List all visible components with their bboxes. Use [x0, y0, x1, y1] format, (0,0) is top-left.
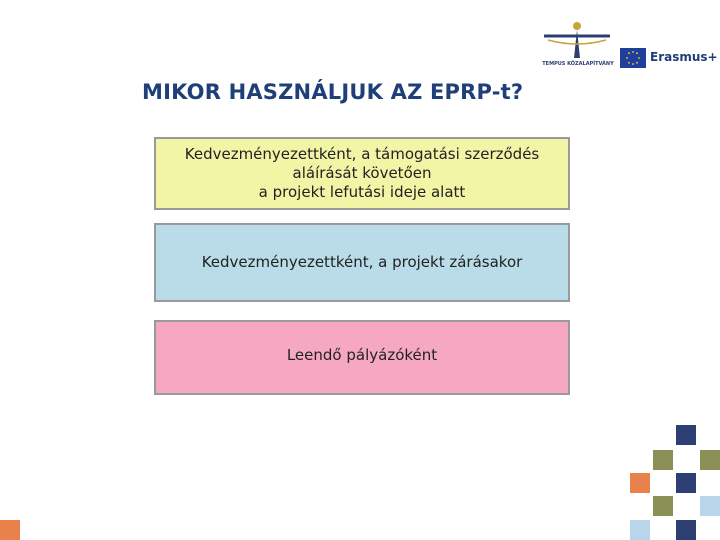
tempus-logo-text: TEMPUS KÖZALAPÍTVÁNY [542, 61, 614, 67]
usage-box-project-closure [154, 223, 570, 302]
decor-square [630, 520, 650, 540]
decor-square [630, 473, 650, 493]
decor-square [700, 496, 720, 516]
usage-box-text: Kedvezményezettként, a támogatási szerződés aláírását követően a projekt lefutási ideje alatt [184, 145, 540, 201]
usage-box-text: Leendő pályázóként [286, 346, 438, 364]
decor-square [0, 520, 20, 540]
decor-square [676, 425, 696, 445]
decor-square [676, 520, 696, 540]
usage-box-text: Kedvezményezettként, a projekt zárásakor [201, 253, 523, 271]
usage-box-during-project [154, 137, 570, 210]
usage-box-future-applicant [154, 320, 570, 395]
erasmus-logo-text: Erasmus+ [650, 50, 718, 64]
decor-square [653, 496, 673, 516]
decor-square [653, 450, 673, 470]
decor-square [676, 473, 696, 493]
erasmus-plus-logo [620, 46, 718, 70]
decor-square [700, 450, 720, 470]
eu-flag-icon [620, 48, 646, 68]
tempus-kozalapitvany-logo [538, 18, 616, 70]
slide-title: MIKOR HASZNÁLJUK AZ EPRP-t? [142, 80, 524, 104]
